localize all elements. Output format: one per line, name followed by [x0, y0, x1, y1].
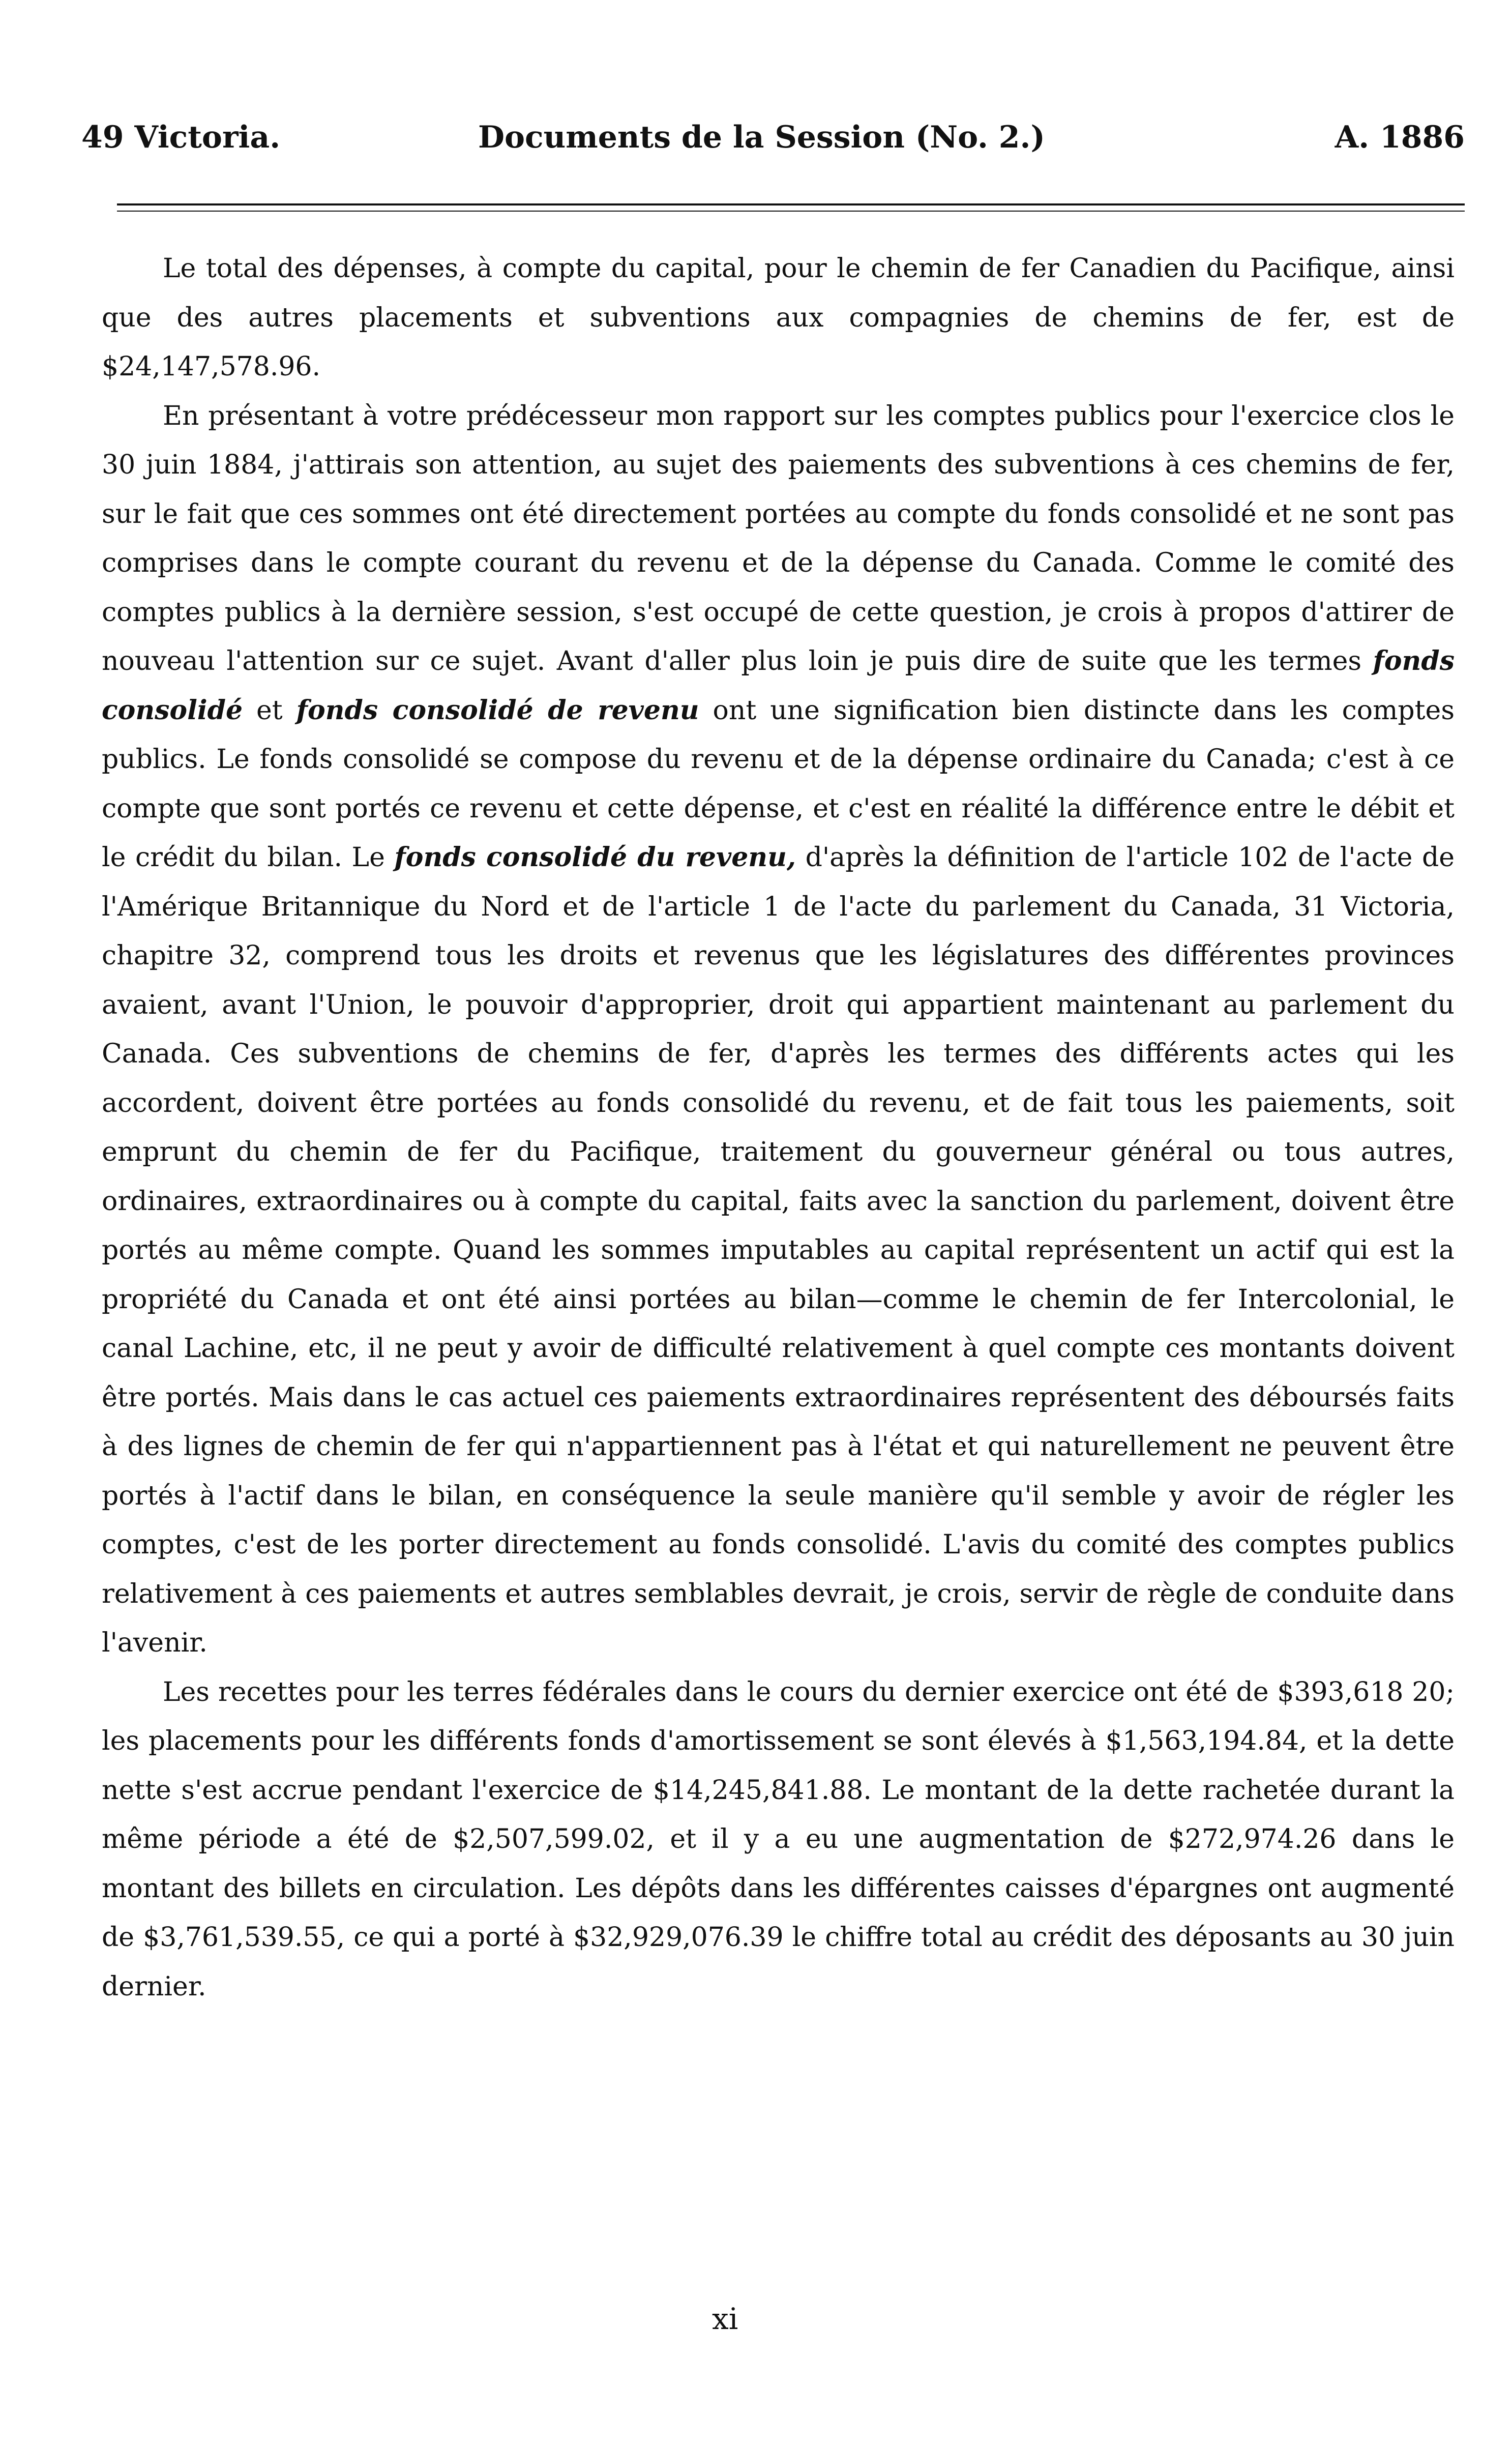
header-volume: 49 Victoria.: [81, 120, 281, 155]
header-rule-thin: [117, 211, 1465, 212]
page-number: xi: [712, 2302, 738, 2336]
running-header: [81, 120, 1465, 165]
paragraph-text: En présentant à votre prédécesseur mon rapport sur les comptes publics pour l'exercice clos le 30 juin 1884, j'attirais son attention, au sujet des paiements des subventions à ces chemins de fer, sur le fait que ces sommes ont été directement portées au compte du fonds consolidé et ne sont pas comprises dans le compte courant du revenu et de la dépense du Canada. Comme le comité des comptes publics à la dernière session, s'est occupé de cette question, je crois à propos d'attirer de nouveau l'attention sur ce sujet. Avant d'aller plus loin je puis dire de suite que les termes: [102, 400, 1455, 676]
body-text: [102, 244, 1455, 2011]
italic-term: fonds consolidé de revenu: [296, 694, 699, 726]
header-title: Documents de la Session (No. 2.): [478, 120, 1045, 155]
paragraph-consolidated-fund: [102, 392, 1455, 1668]
paragraph-text: et: [243, 695, 297, 726]
paragraph-capital-expenses: Le total des dépenses, à compte du capital, pour le chemin de fer Canadien du Pacifique, ainsi que des autres placements et subventions aux compagnies de chemins de fer, est de $24,147,578.96.: [102, 253, 1455, 382]
paragraph-text: ont une signification bien distincte dans les comptes publics. Le fonds consolidé se compose du revenu et de la dépense ordinaire du Canada; c'est à ce compte que sont portés ce revenu et cette dépense, et c'est en réalité la différence entre le débit et le crédit du bilan. Le: [102, 695, 1455, 873]
italic-term: fonds consolidé: [102, 645, 1455, 726]
header-year: A. 1886: [1335, 120, 1465, 155]
paragraph-receipts: Les recettes pour les terres fédérales dans le cours du dernier exercice ont été de $393,618 20; les placements pour les différents fonds d'amortissement se sont élevés à $1,563,194.84, et la dette nette s'est accrue pendant l'exercice de $14,245,841.88. Le montant de la dette rachetée durant la même période a été de $2,507,599.02, et il y a eu une augmentation de $272,974.26 dans le montant des billets en circulation. Les dépôts dans les différentes caisses d'épargnes ont augmenté de $3,761,539.55, ce qui a porté à $32,929,076.39 le chiffre total au crédit des déposants au 30 juin dernier.: [102, 1676, 1455, 2002]
paragraph-text: d'après la définition de l'article 102 de l'acte de l'Amérique Britannique du Nord et de l'article 1 de l'acte du parlement du Canada, 31 Victoria, chapitre 32, comprend tous les droits et revenus que les législatures des différentes provinces avaient, avant l'Union, le pouvoir d'approprier, droit qui appartient maintenant au parlement du Canada. Ces subventions de chemins de fer, d'après les termes des différents actes qui les accordent, doivent être portées au fonds consolidé du revenu, et de fait tous les paiements, soit emprunt du chemin de fer du Pacifique, traitement du gouverneur général ou tous autres, ordinaires, extraordinaires ou à compte du capital, faits avec la sanction du parlement, doivent être portés au même compte. Quand les sommes imputables au capital représentent un actif qui est la propriété du Canada et ont été ainsi portées au bilan—comme le chemin de fer Intercolonial, le canal Lachine, etc, il ne peut y avoir de difficulté relativement à quel compte ces montants doivent être portés. Mais dans le cas actuel ces paiements extraordinaires représentent des déboursés faits à des lignes de chemin de fer qui n'appartiennent pas à l'état et qui naturellement ne peuvent être portés à l'actif dans le bilan, en conséquence la seule manière qu'il semble y avoir de régler les comptes, c'est de les porter directement au fonds consolidé. L'avis du comité des comptes publics relativement à ces paiements et autres semblables devrait, je crois, servir de règle de conduite dans l'avenir.: [102, 842, 1455, 1658]
header-rule-thick: [117, 203, 1465, 205]
italic-term: fonds consolidé du revenu,: [394, 842, 796, 873]
